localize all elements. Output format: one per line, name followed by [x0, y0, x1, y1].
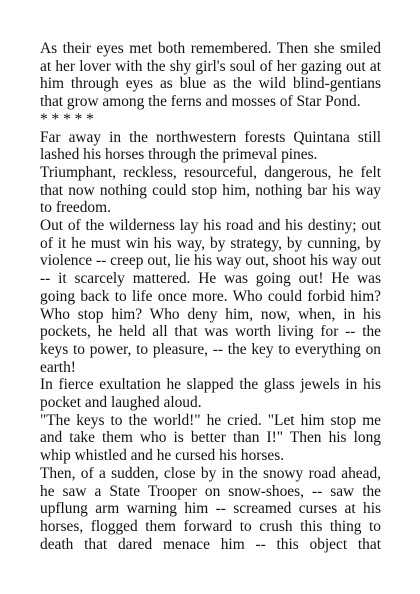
book-page	[40, 40, 381, 553]
paragraph-lovers-remember: As their eyes met both remembered. Then she smiled at her lover with the shy girl's soul of her gazing out at him through eyes as blue as the wild blind-gentians that grow among the ferns and mosses of Star Pond.	[40, 40, 381, 111]
paragraph-keys-to-world: "The keys to the world!" he cried. "Let him stop me and take them who is better than I!" Then his long whip whistled and he cursed his horses.	[40, 411, 381, 465]
paragraph-state-trooper: Then, of a sudden, close by in the snowy road ahead, he saw a State Trooper on snow-shoes, -- saw the upflung arm warning him -- screamed curses at his horses, flogged them forward to crush this thing to death that dared menace him -- this object that	[40, 464, 381, 553]
paragraph-quintana-lashes-horses: Far away in the northwestern forests Quintana still lashed his horses through the primeval pines.	[40, 128, 381, 164]
paragraph-fierce-exultation: In fierce exultation he slapped the glass jewels in his pocket and laughed aloud.	[40, 376, 381, 412]
paragraph-triumphant: Triumphant, reckless, resourceful, dangerous, he felt that now nothing could stop him, nothing bar his way to freedom.	[40, 163, 381, 217]
section-break: * * * * *	[40, 110, 94, 128]
paragraph-out-of-wilderness: Out of the wilderness lay his road and his destiny; out of it he must win his way, by strategy, by cunning, by violence -- creep out, lie his way out, shoot his way out -- it scarcely mattered. He was going out! He was going back to life once more. Who could forbid him? Who stop him? Who deny him, now, when, in his pockets, he held all that was worth living for -- the keys to power, to pleasure, -- the key to everything on earth!	[40, 217, 381, 376]
